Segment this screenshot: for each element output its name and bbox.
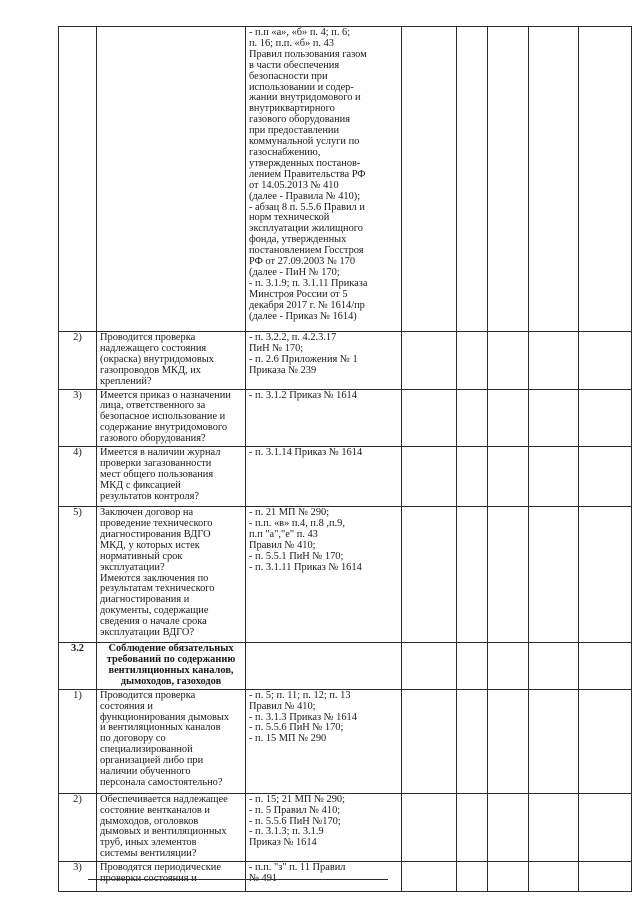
question-line: Обеспечивается надлежащее bbox=[100, 793, 228, 805]
question-line: результатам технического bbox=[100, 583, 215, 595]
question-line: лица, ответственного за bbox=[100, 400, 206, 412]
table-row bbox=[59, 389, 632, 447]
row-number: 1) bbox=[59, 689, 97, 793]
empty-answer-cell bbox=[457, 793, 488, 861]
requirement-question bbox=[97, 507, 246, 643]
reference-line: - п. 5.5.6 ПиН №170; bbox=[249, 815, 341, 827]
reference-line: - п. 5; п. 11; п. 12; п. 13 bbox=[249, 689, 351, 701]
empty-answer-cell bbox=[457, 862, 488, 892]
empty-answer-cell bbox=[529, 643, 579, 690]
reference-line: № 491 bbox=[249, 873, 278, 885]
empty-answer-cell bbox=[579, 643, 632, 690]
question-line: и вентиляционных каналов bbox=[100, 722, 221, 734]
empty-answer-cell bbox=[488, 389, 529, 447]
reference-line: Приказ № 1614 bbox=[249, 837, 317, 849]
empty-answer-cell bbox=[457, 507, 488, 643]
reference-line: Минстроя России от 5 bbox=[249, 288, 348, 300]
question-line: системы вентиляции? bbox=[100, 848, 197, 860]
table-row bbox=[59, 643, 632, 690]
legal-references bbox=[246, 389, 402, 447]
question-line: Проводится проверка bbox=[100, 689, 196, 701]
reference-line: ПиН № 170; bbox=[249, 342, 304, 354]
question-line: проверки загазованности bbox=[100, 457, 212, 469]
empty-answer-cell bbox=[529, 689, 579, 793]
reference-line: - п. 3.1.11 Приказ № 1614 bbox=[249, 561, 362, 573]
empty-answer-cell bbox=[488, 447, 529, 507]
reference-line: - п. 3.1.2 Приказ № 1614 bbox=[249, 389, 357, 401]
empty-answer-cell bbox=[402, 689, 457, 793]
question-line: нормативный срок bbox=[100, 550, 183, 562]
table-row bbox=[59, 507, 632, 643]
empty-answer-cell bbox=[488, 332, 529, 390]
reference-line: - п.п. "з" п. 11 Правил bbox=[249, 862, 346, 874]
requirement-question bbox=[97, 447, 246, 507]
reference-line: коммунальной услуги по bbox=[249, 136, 360, 148]
reference-line: п.п "а","е" п. 43 bbox=[249, 528, 318, 540]
row-number: 3.2 bbox=[59, 643, 97, 690]
empty-answer-cell bbox=[402, 447, 457, 507]
reference-line: газоснабжению, bbox=[249, 146, 321, 158]
reference-line: - п.п. «в» п.4, п.8 ,п.9, bbox=[249, 517, 345, 529]
table-row bbox=[59, 793, 632, 861]
reference-line: РФ от 27.09.2003 № 170 bbox=[249, 256, 356, 268]
reference-line: - п.п «а», «б» п. 4; п. 6; bbox=[249, 27, 351, 38]
question-line: вентиляционных каналов, bbox=[108, 664, 234, 676]
row-number: 2) bbox=[59, 332, 97, 390]
question-line: креплений? bbox=[100, 375, 152, 387]
question-line: Имеется в наличии журнал bbox=[100, 447, 221, 459]
question-line: состояние вентканалов и bbox=[100, 804, 210, 816]
table-body bbox=[59, 27, 632, 892]
requirement-question bbox=[97, 793, 246, 861]
question-line: документы, содержащие bbox=[100, 605, 209, 617]
reference-line: - п. 2.6 Приложения № 1 bbox=[249, 353, 358, 365]
reference-line: - п. 15 МП № 290 bbox=[249, 733, 327, 745]
question-line: Соблюдение обязательных bbox=[108, 643, 234, 655]
reference-line: в части обеспечения bbox=[249, 59, 340, 71]
question-line: диагностирования ВДГО bbox=[100, 528, 211, 540]
empty-answer-cell bbox=[529, 507, 579, 643]
empty-answer-cell bbox=[579, 389, 632, 447]
empty-answer-cell bbox=[402, 643, 457, 690]
reference-line: - п. 3.1.3 Приказ № 1614 bbox=[249, 711, 357, 723]
reference-line: - п. 3.1.14 Приказ № 1614 bbox=[249, 447, 363, 459]
legal-references bbox=[246, 793, 402, 861]
empty-answer-cell bbox=[457, 643, 488, 690]
legal-references bbox=[246, 689, 402, 793]
reference-line: эксплуатации жилищного bbox=[249, 223, 364, 235]
checklist-table bbox=[58, 26, 632, 892]
empty-answer-cell bbox=[488, 27, 529, 332]
legal-references bbox=[246, 27, 402, 332]
question-line: дымоходов, газоходов bbox=[120, 675, 222, 687]
question-line: по договору со bbox=[100, 733, 166, 745]
legal-references bbox=[246, 332, 402, 390]
empty-answer-cell bbox=[579, 447, 632, 507]
reference-line: утвержденных постанов- bbox=[249, 157, 361, 169]
table-row bbox=[59, 27, 632, 332]
table-row bbox=[59, 862, 632, 892]
empty-answer-cell bbox=[402, 27, 457, 332]
table-row bbox=[59, 332, 632, 390]
question-line: состояния и bbox=[100, 700, 153, 712]
question-line: Проводится проверка bbox=[100, 332, 196, 343]
question-line: сведения о начале срока bbox=[100, 616, 207, 628]
empty-answer-cell bbox=[579, 793, 632, 861]
question-line: надлежащего состояния bbox=[100, 342, 207, 354]
question-line: эксплуатации? bbox=[100, 561, 165, 573]
empty-answer-cell bbox=[488, 862, 529, 892]
reference-line: использовании и содер- bbox=[249, 81, 354, 93]
question-line: безопасное использование и bbox=[100, 411, 226, 423]
empty-answer-cell bbox=[579, 862, 632, 892]
question-line: функционирования дымовых bbox=[100, 711, 230, 723]
question-line: дымоходов, оголовков bbox=[100, 815, 199, 827]
question-line: мест общего пользования bbox=[100, 468, 214, 480]
empty-answer-cell bbox=[488, 793, 529, 861]
empty-answer-cell bbox=[488, 507, 529, 643]
reference-line: фонда, утвержденных bbox=[249, 234, 347, 246]
reference-line: лением Правительства РФ bbox=[249, 168, 366, 180]
reference-line: декабря 2017 г. № 1614/пр bbox=[249, 299, 365, 311]
question-line: Имеется приказ о назначении bbox=[100, 389, 231, 401]
empty-answer-cell bbox=[457, 332, 488, 390]
requirement-question bbox=[97, 389, 246, 447]
reference-line: безопасности при bbox=[249, 70, 328, 82]
reference-line: при предоставлении bbox=[249, 125, 340, 137]
reference-line: - п. 21 МП № 290; bbox=[249, 507, 330, 519]
reference-line: п. 16; п.п. «б» п. 43 bbox=[249, 37, 334, 49]
row-number: 3) bbox=[59, 862, 97, 892]
question-line: труб, иных элементов bbox=[100, 837, 197, 849]
requirement-question bbox=[97, 689, 246, 793]
row-number: 2) bbox=[59, 793, 97, 861]
empty-answer-cell bbox=[402, 389, 457, 447]
empty-answer-cell bbox=[457, 389, 488, 447]
row-number: 3) bbox=[59, 389, 97, 447]
empty-answer-cell bbox=[402, 332, 457, 390]
reference-line: норм технической bbox=[249, 212, 330, 224]
question-line: специализированной bbox=[100, 744, 193, 756]
empty-answer-cell bbox=[529, 447, 579, 507]
question-line: наличии обученного bbox=[100, 766, 191, 778]
question-line: (окраска) внутридомовых bbox=[100, 353, 214, 365]
question-line: газового оборудования? bbox=[100, 433, 206, 445]
question-line: Проводятся периодические bbox=[100, 862, 221, 874]
question-line: дымовых и вентиляционных bbox=[100, 826, 227, 838]
empty-answer-cell bbox=[457, 27, 488, 332]
question-line: Имеются заключения по bbox=[100, 572, 209, 584]
question-line: результатов контроля? bbox=[100, 490, 199, 502]
question-line: требований по содержанию bbox=[106, 653, 236, 665]
empty-answer-cell bbox=[529, 793, 579, 861]
legal-references bbox=[246, 447, 402, 507]
reference-line: от 14.05.2013 № 410 bbox=[249, 179, 339, 191]
row-number: 5) bbox=[59, 507, 97, 643]
legal-references bbox=[246, 643, 402, 690]
empty-answer-cell bbox=[488, 643, 529, 690]
requirement-question bbox=[97, 332, 246, 390]
page-bottom-rule bbox=[88, 879, 388, 880]
table-row bbox=[59, 447, 632, 507]
question-line: организацией либо при bbox=[100, 755, 204, 767]
question-line: эксплуатации ВДГО? bbox=[100, 627, 195, 639]
requirement-question bbox=[97, 862, 246, 892]
row-number bbox=[59, 27, 97, 332]
empty-answer-cell bbox=[579, 507, 632, 643]
empty-answer-cell bbox=[457, 447, 488, 507]
question-line: проведение технического bbox=[100, 517, 213, 529]
question-line: газопроводов МКД, их bbox=[100, 364, 201, 376]
requirement-question bbox=[97, 27, 246, 332]
row-number: 4) bbox=[59, 447, 97, 507]
reference-line: (далее - ПиН № 170; bbox=[249, 266, 340, 278]
reference-line: - п. 3.2.2, п. 4.2.3.17 bbox=[249, 332, 337, 343]
reference-line: - п. 5.5.6 ПиН № 170; bbox=[249, 722, 344, 734]
reference-line: Правил пользования газом bbox=[249, 48, 367, 60]
reference-line: Правил № 410; bbox=[249, 539, 316, 551]
reference-line: жании внутридомового и bbox=[249, 92, 361, 104]
reference-line: газового оборудования bbox=[249, 114, 350, 126]
reference-line: - абзац 8 п. 5.5.6 Правил и bbox=[249, 201, 365, 213]
reference-line: - п. 3.1.9; п. 3.1.11 Приказа bbox=[249, 277, 368, 289]
reference-line: - п. 3.1.3; п. 3.1.9 bbox=[249, 826, 324, 838]
question-line: МКД, у которых истек bbox=[100, 539, 200, 551]
reference-line: (далее - Правила № 410); bbox=[249, 190, 361, 202]
table-row bbox=[59, 689, 632, 793]
empty-answer-cell bbox=[579, 332, 632, 390]
empty-answer-cell bbox=[488, 689, 529, 793]
empty-answer-cell bbox=[529, 862, 579, 892]
reference-line: Приказа № 239 bbox=[249, 364, 317, 376]
empty-answer-cell bbox=[529, 27, 579, 332]
empty-answer-cell bbox=[402, 793, 457, 861]
question-line: проверки состояния и bbox=[100, 873, 197, 885]
reference-line: - п. 15; 21 МП № 290; bbox=[249, 793, 346, 805]
empty-answer-cell bbox=[402, 507, 457, 643]
empty-answer-cell bbox=[579, 27, 632, 332]
question-line: Заключен договор на bbox=[100, 507, 194, 519]
legal-references bbox=[246, 507, 402, 643]
empty-answer-cell bbox=[529, 389, 579, 447]
empty-answer-cell bbox=[457, 689, 488, 793]
reference-line: Правил № 410; bbox=[249, 700, 316, 712]
empty-answer-cell bbox=[529, 332, 579, 390]
section-heading bbox=[97, 643, 246, 690]
legal-references bbox=[246, 862, 402, 892]
reference-line: постановлением Госстроя bbox=[249, 245, 364, 257]
empty-answer-cell bbox=[402, 862, 457, 892]
question-line: диагностирования и bbox=[100, 594, 190, 606]
reference-line: (далее - Приказ № 1614) bbox=[249, 310, 357, 322]
reference-line: внутриквартирного bbox=[249, 103, 335, 115]
question-line: персонала самостоятельно? bbox=[100, 776, 223, 788]
question-line: МКД с фиксацией bbox=[100, 479, 181, 491]
reference-line: - п. 5.5.1 ПиН № 170; bbox=[249, 550, 344, 562]
question-line: содержание внутридомового bbox=[100, 422, 228, 434]
reference-line: - п. 5 Правил № 410; bbox=[249, 804, 341, 816]
empty-answer-cell bbox=[579, 689, 632, 793]
